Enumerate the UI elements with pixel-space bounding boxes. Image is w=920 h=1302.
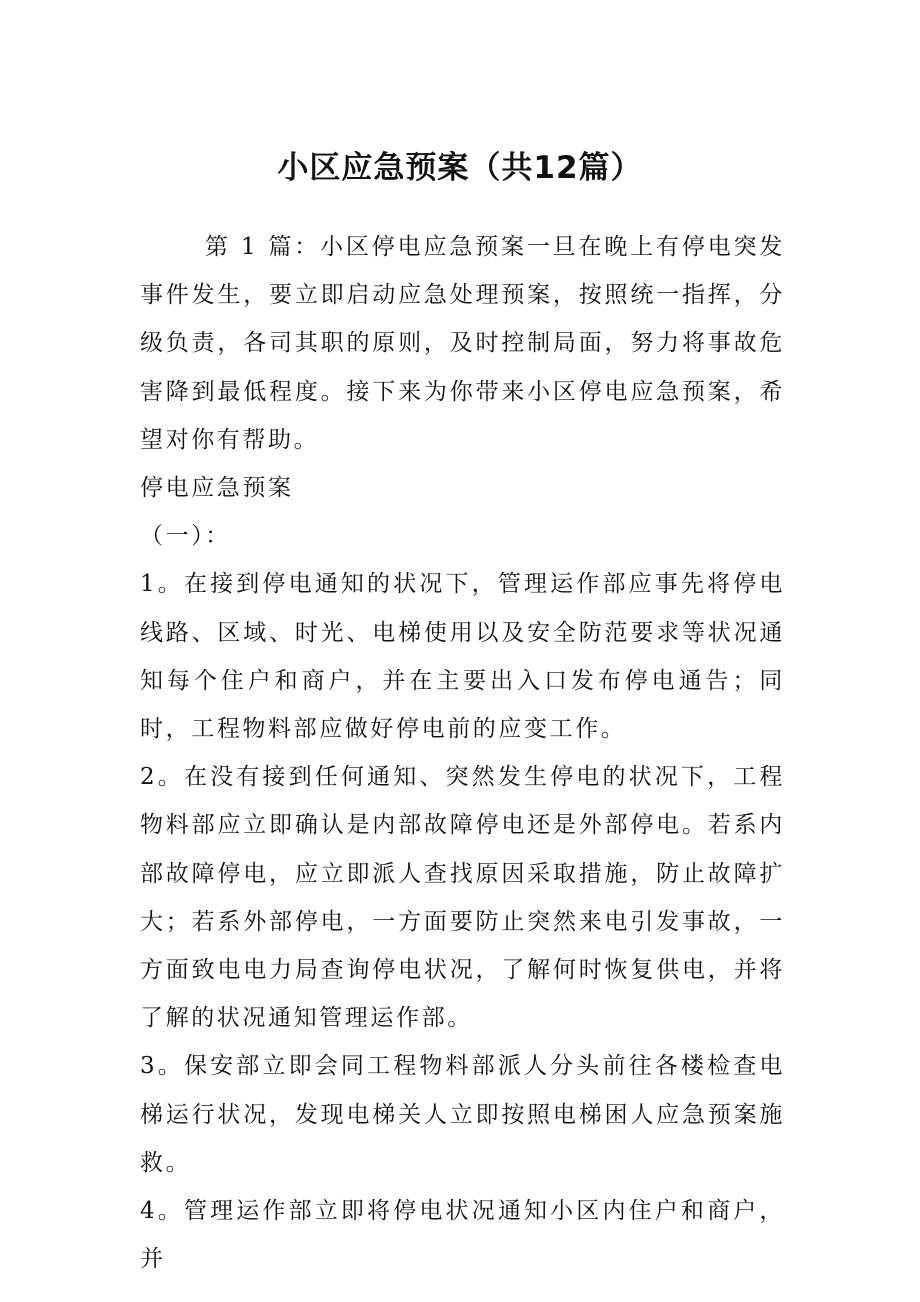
list-item-1: 1。在接到停电通知的状况下，管理运作部应事先将停电线路、区域、时光、电梯使用以及安全防范要求等状况通知每个住户和商户，并在主要出入口发布停电通告；同时，工程物料部应做好停电前的应变工作。 xyxy=(140,571,785,743)
document-title: 小区应急预案（共12篇） xyxy=(277,150,643,186)
section-heading: 停电应急预案 xyxy=(140,475,294,502)
intro-paragraph: 第 1 篇：小区停电应急预案一旦在晚上有停电突发事件发生，要立即启动应急处理预案，按照统一指挥，分级负责，各司其职的原则，及时控制局面，努力将事故危害降到最低程度。接下来为你带来小区停电应急预案，希望对你有帮助。 xyxy=(140,234,785,453)
list-item-3: 3。保安部立即会同工程物料部派人分头前往各楼检查电梯运行状况，发现电梯关人立即按照电梯困人应急预案施救。 xyxy=(140,1053,785,1176)
document-body xyxy=(140,223,785,1283)
subsection-label: （一）： xyxy=(140,523,231,550)
list-item-4: 4。管理运作部立即将停电状况通知小区内住户和商户，并 xyxy=(140,1198,785,1273)
list-item-2: 2。在没有接到任何通知、突然发生停电的状况下，工程物料部应立即确认是内部故障停电还是外部停电。若系内部故障停电，应立即派人查找原因采取措施，防止故障扩大；若系外部停电，一方面要防止突然来电引发事故，一方面致电电力局查询停电状况，了解何时恢复供电，并将了解的状况通知管理运作部。 xyxy=(140,764,785,1032)
